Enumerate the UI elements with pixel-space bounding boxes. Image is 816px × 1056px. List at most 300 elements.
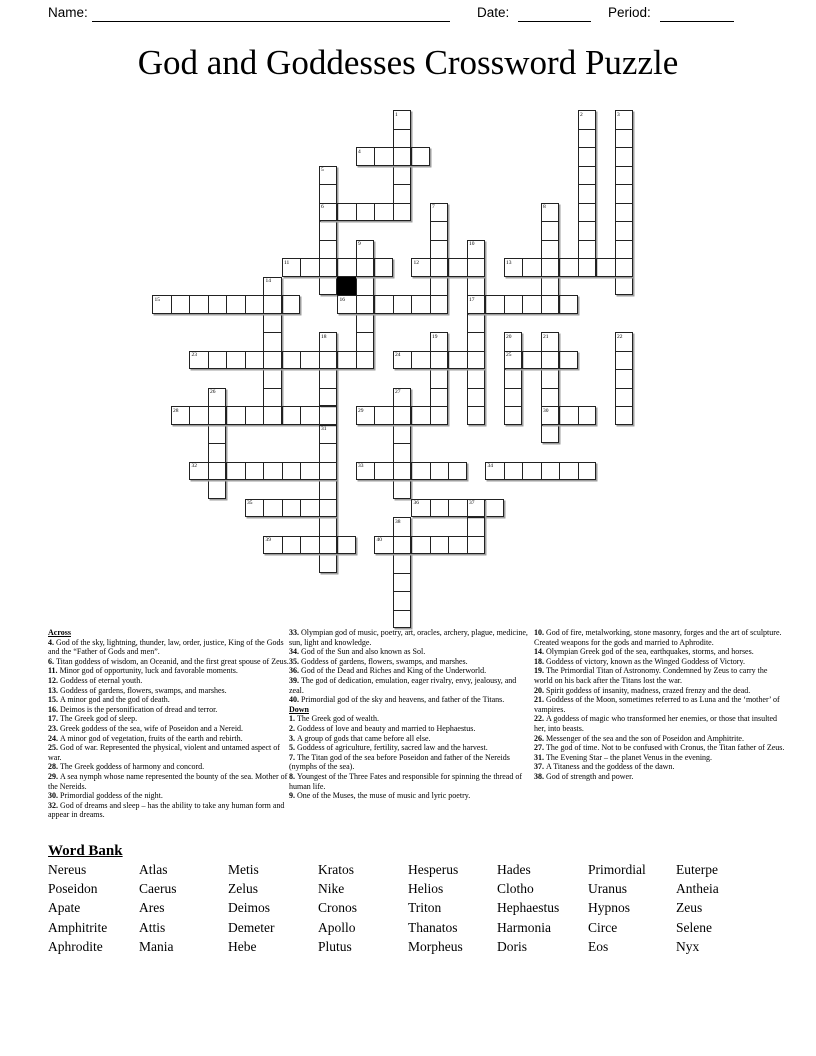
word-bank-word: Cronos (318, 900, 358, 916)
cell-divider (411, 407, 412, 424)
cell-divider (356, 296, 357, 313)
clue-item-39: 39. The god of dedication, emulation, eager rivalry, envy, jealousy, and zeal. (289, 675, 517, 695)
clue-number: 23. (48, 723, 60, 733)
cell-divider (468, 406, 485, 407)
clue-number: 12. (48, 675, 60, 685)
cell-number: 11 (284, 259, 290, 266)
word-bank-word: Attis (139, 919, 166, 935)
cell-number: 32 (191, 463, 197, 469)
crossword-word-36-across[interactable] (411, 499, 504, 518)
cell-number: 35 (247, 500, 253, 506)
word-bank-word: Deimos (228, 900, 270, 916)
cell-divider (468, 369, 485, 370)
cell-divider (171, 296, 172, 313)
period-label: Period: (608, 5, 651, 20)
clue-item-37: 37. A Titaness and the goddess of the dawn. (534, 762, 675, 772)
clue-number: 30. (48, 791, 60, 801)
cell-divider (319, 407, 320, 424)
word-bank-word: Ares (139, 900, 165, 916)
clue-number: 3. (289, 733, 297, 743)
cell-divider (616, 129, 633, 130)
clue-number: 8. (289, 771, 297, 781)
word-bank-word: Euterpe (676, 862, 718, 877)
cell-divider (522, 259, 523, 276)
cell-divider (209, 480, 226, 481)
clue-number: 14. (534, 647, 546, 657)
cell-divider (430, 463, 431, 480)
word-bank-word: Zeus (676, 900, 703, 916)
cell-divider (263, 500, 264, 517)
cell-divider (264, 332, 281, 333)
crossword-word-4-across[interactable] (356, 147, 430, 166)
cell-divider (430, 259, 431, 276)
clue-number: 33. (289, 628, 301, 637)
crossword-word-18-down[interactable] (319, 332, 338, 406)
cell-divider (394, 610, 411, 611)
clue-item-9: 9. One of the Muses, the muse of music and lyric poetry. (289, 791, 471, 801)
clue-number: 32. (48, 800, 60, 810)
word-bank-word: Kratos (318, 862, 354, 877)
clue-item-19: 19. The Primordial Titan of Astronomy. Condemned by Zeus to carry the world on his back after the Titans lost the war. (534, 666, 768, 685)
clue-item-6: 6. Titan goddess of wisdom, an Oceanid, and the first great spouse of Zeus. (48, 656, 289, 666)
cell-divider (300, 407, 301, 424)
clue-item-20: 20. Spirit goddess of insanity, madness, crazed frenzy and the dead. (534, 685, 751, 695)
cell-divider (579, 166, 596, 167)
cell-number: 8 (543, 204, 546, 210)
crossword-word-13-across[interactable] (504, 258, 634, 277)
cell-number: 33 (358, 463, 364, 469)
cell-divider (282, 352, 283, 369)
crossword-word-39-across[interactable] (263, 536, 356, 555)
clue-number: 11. (48, 666, 60, 676)
cell-divider (394, 573, 411, 574)
cell-divider (209, 425, 226, 426)
cell-divider (431, 221, 448, 222)
word-bank-word: Helios (408, 881, 444, 897)
cell-divider (282, 296, 283, 313)
cell-divider (245, 463, 246, 480)
clue-number: 39. (289, 675, 301, 685)
cell-divider (320, 554, 337, 555)
cell-divider (319, 259, 320, 276)
crossword-word-17-across[interactable] (467, 295, 578, 314)
crossword-word-2-down[interactable] (578, 110, 597, 277)
clue-item-40: 40. Primordial god of the sky and heavens, and father of the Titans. (289, 695, 505, 705)
cell-divider (264, 369, 281, 370)
cell-number: 38 (395, 518, 401, 525)
word-bank-word: Apate (48, 900, 81, 916)
crossword-word-38-down[interactable] (393, 517, 412, 628)
crossword-word-24-across[interactable] (393, 351, 486, 370)
crossword-word-35-across[interactable] (245, 499, 338, 518)
clue-item-1: 1. The Greek god of wealth. (289, 714, 379, 724)
word-bank-word: Nike (318, 881, 345, 897)
clue-item-29: 29. A sea nymph whose name represented the bounty of the sea. Mother of the Nereids. (48, 771, 288, 791)
crossword-word-22-down[interactable] (615, 332, 634, 425)
cell-divider (541, 259, 542, 276)
clue-number: 35. (289, 656, 301, 666)
clue-number: 34. (289, 647, 301, 657)
crossword-word-30-across[interactable] (541, 406, 597, 425)
cell-divider (337, 259, 338, 276)
clue-item-30: 30. Primordial goddess of the night. (48, 791, 163, 801)
clue-item-28: 28. The Greek goddess of harmony and concord. (48, 762, 205, 772)
cell-divider (226, 463, 227, 480)
cell-divider (300, 500, 301, 517)
cell-divider (430, 500, 431, 517)
cell-divider (263, 352, 264, 369)
page-title: God and Goddesses Crossword Puzzle (137, 43, 679, 82)
cell-divider (559, 407, 560, 424)
cell-divider (616, 351, 633, 352)
cell-divider (189, 407, 190, 424)
crossword-word-25-across[interactable] (504, 351, 578, 370)
cell-divider (320, 277, 337, 278)
crossword-word-11-across[interactable] (282, 258, 393, 277)
clue-number: 18. (534, 656, 546, 666)
clue-number: 17. (48, 714, 60, 724)
cell-number: 12 (413, 259, 419, 266)
cell-divider (263, 407, 264, 424)
word-bank-word: Hephaestus (497, 900, 560, 916)
clue-item-35: 35. Goddess of gardens, flowers, swamps, and marshes. (289, 656, 468, 666)
cell-divider (616, 406, 633, 407)
clue-number: 20. (534, 685, 546, 695)
cell-divider (411, 463, 412, 480)
cell-number: 17 (469, 296, 475, 303)
clue-list-header: Down (289, 704, 310, 714)
cell-divider (282, 463, 283, 480)
cell-divider (430, 537, 431, 554)
crossword-word-26-down[interactable] (208, 388, 227, 499)
cell-number: 23 (191, 352, 197, 358)
clue-item-16: 16. Deimos is the personification of dread and terror. (48, 704, 218, 714)
clue-item-23: 23. Greek goddess of the sea, wife of Poseidon and a Nereid. (48, 723, 244, 733)
word-bank-word: Primordial (588, 862, 646, 877)
crossword-word-23-across[interactable] (189, 351, 374, 370)
cell-number: 26 (210, 389, 216, 395)
clue-column-1 (48, 628, 290, 820)
cell-divider (468, 388, 485, 389)
cell-number: 5 (321, 167, 324, 173)
cell-number: 14 (265, 278, 271, 284)
cell-divider (300, 537, 301, 554)
cell-divider (320, 388, 337, 389)
cell-divider (468, 314, 485, 315)
cell-divider (467, 352, 468, 369)
word-bank-word: Harmonia (497, 919, 551, 935)
cell-divider (542, 221, 559, 222)
cell-divider (522, 296, 523, 313)
cell-divider (357, 277, 374, 278)
crossword-word-27-down[interactable] (393, 388, 412, 499)
cell-number: 7 (432, 204, 435, 210)
word-bank-word: Demeter (228, 919, 275, 935)
crossword-word-34-across[interactable] (485, 462, 596, 481)
cell-divider (542, 369, 559, 370)
word-bank-word: Eos (588, 938, 609, 954)
cell-divider (263, 463, 264, 480)
cell-divider (431, 277, 448, 278)
cell-divider (579, 203, 596, 204)
crossword-word-20-down[interactable] (504, 332, 523, 425)
clue-item-25: 25. God of war. Represented the physical, violent and untamed aspect of war. (48, 743, 280, 762)
clue-number: 24. (48, 733, 60, 743)
cell-divider (245, 352, 246, 369)
word-bank-word: Mania (139, 938, 174, 954)
cell-divider (356, 352, 357, 369)
cell-divider (616, 369, 633, 370)
cell-divider (393, 463, 394, 480)
word-bank-word: Morpheus (408, 938, 463, 954)
clue-number: 29. (48, 771, 60, 781)
cell-divider (319, 463, 320, 480)
clue-number: 37. (534, 762, 546, 772)
cell-divider (430, 352, 431, 369)
clue-item-27: 27. The god of time. Not to be confused with Cronus, the Titan father of Zeus. (534, 743, 785, 753)
cell-divider (394, 129, 411, 130)
cell-divider (468, 332, 485, 333)
crossword-word-6-across[interactable] (319, 203, 412, 222)
word-bank-word: Antheia (676, 881, 719, 897)
cell-divider (578, 407, 579, 424)
cell-divider (337, 537, 338, 554)
cell-divider (320, 480, 337, 481)
cell-divider (411, 296, 412, 313)
cell-divider (245, 296, 246, 313)
clue-number: 4. (48, 637, 56, 647)
clue-number: 13. (48, 685, 60, 695)
clue-item-10: 10. God of fire, metalworking, stone masonry, forges and the art of sculpture. Created weapons for the gods and married to Aphrodite. (534, 628, 782, 647)
cell-divider (300, 352, 301, 369)
black-cell (337, 277, 356, 296)
cell-divider (616, 388, 633, 389)
cell-divider (319, 352, 320, 369)
cell-divider (319, 537, 320, 554)
cell-divider (394, 554, 411, 555)
cell-divider (282, 500, 283, 517)
period-blank (660, 20, 734, 22)
cell-divider (485, 296, 486, 313)
crossword-word-21-down[interactable] (541, 332, 560, 443)
crossword-word-15-across[interactable] (152, 295, 300, 314)
cell-number: 10 (469, 241, 475, 247)
cell-divider (559, 352, 560, 369)
cell-divider (431, 240, 448, 241)
cell-divider (208, 463, 209, 480)
cell-divider (616, 184, 633, 185)
word-bank-word: Clotho (497, 881, 534, 897)
cell-number: 3 (617, 111, 620, 118)
cell-divider (226, 407, 227, 424)
cell-divider (357, 332, 374, 333)
cell-divider (209, 443, 226, 444)
word-bank-word: Hades (497, 862, 531, 877)
clue-item-14: 14. Olympian Greek god of the sea, earthquakes, storms, and horses. (534, 647, 754, 657)
cell-divider (374, 296, 375, 313)
cell-divider (320, 221, 337, 222)
cell-divider (468, 517, 485, 518)
clue-number: 21. (534, 695, 546, 705)
clue-number: 31. (534, 752, 546, 762)
clue-item-26: 26. Messenger of the sea and the son of Poseidon and Amphitrite. (534, 733, 744, 743)
cell-divider (559, 296, 560, 313)
word-bank-word: Selene (676, 919, 712, 935)
cell-number: 13 (506, 259, 512, 266)
cell-divider (208, 352, 209, 369)
name-blank (92, 20, 450, 22)
cell-divider (616, 221, 633, 222)
clue-item-12: 12. Goddess of eternal youth. (48, 675, 143, 685)
word-bank-word: Caerus (139, 881, 177, 897)
cell-number: 6 (321, 204, 324, 210)
clue-item-31: 31. The Evening Star – the planet Venus in the evening. (534, 752, 713, 762)
clue-list-header: Across (48, 628, 71, 637)
clue-column-3 (534, 628, 786, 782)
cell-divider (189, 296, 190, 313)
cell-divider (300, 463, 301, 480)
word-bank-word: Triton (408, 900, 442, 916)
word-bank (48, 860, 719, 956)
cell-divider (357, 314, 374, 315)
cell-number: 28 (173, 407, 179, 414)
cell-number: 24 (395, 352, 401, 358)
cell-number: 4 (358, 148, 361, 155)
word-bank-word: Thanatos (408, 919, 458, 935)
cell-divider (374, 204, 375, 221)
cell-divider (394, 184, 411, 185)
cell-divider (393, 407, 394, 424)
clue-item-7: 7. The Titan god of the sea before Poseidon and father of the Nereids (nymphs of the sea). (289, 752, 510, 772)
clue-number: 28. (48, 762, 60, 772)
cell-divider (579, 221, 596, 222)
clue-number: 36. (289, 666, 301, 676)
cell-divider (337, 352, 338, 369)
word-bank-word: Poseidon (48, 881, 98, 897)
cell-divider (208, 296, 209, 313)
cell-divider (300, 259, 301, 276)
cell-divider (282, 407, 283, 424)
cell-divider (504, 463, 505, 480)
cell-divider (448, 463, 449, 480)
date-blank (518, 20, 591, 22)
clue-column-2 (289, 628, 533, 801)
word-bank-word: Zelus (228, 881, 258, 897)
cell-divider (504, 296, 505, 313)
crossword-word-16-across[interactable] (337, 295, 448, 314)
clue-item-11: 11. Minor god of opportunity, luck and favorable moments. (48, 666, 238, 676)
cell-divider (337, 204, 338, 221)
cell-number: 22 (617, 333, 623, 340)
word-bank-word: Circe (588, 919, 618, 935)
cell-divider (208, 407, 209, 424)
cell-divider (522, 463, 523, 480)
crossword-word-28-across[interactable] (171, 406, 338, 425)
cell-divider (394, 425, 411, 426)
cell-divider (448, 259, 449, 276)
cell-divider (411, 537, 412, 554)
clue-number: 38. (534, 771, 546, 781)
word-bank-word: Hebe (228, 938, 257, 954)
cell-number: 25 (506, 352, 512, 358)
cell-divider (616, 277, 633, 278)
cell-divider (374, 407, 375, 424)
word-bank-word: Uranus (588, 881, 627, 897)
word-bank-word: Metis (228, 862, 259, 877)
cell-divider (616, 147, 633, 148)
cell-divider (319, 500, 320, 517)
cell-divider (394, 443, 411, 444)
cell-divider (542, 388, 559, 389)
cell-number: 27 (395, 389, 401, 395)
word-bank-word: Amphitrite (48, 919, 108, 935)
cell-divider (393, 537, 394, 554)
clue-item-24: 24. A minor god of vegetation, fruits of the earth and rebirth. (48, 733, 243, 743)
cell-divider (393, 296, 394, 313)
cell-divider (411, 352, 412, 369)
cell-divider (579, 147, 596, 148)
word-bank-word: Hypnos (588, 900, 631, 916)
cell-divider (374, 259, 375, 276)
cell-divider (615, 259, 616, 276)
cell-number: 20 (506, 333, 512, 340)
clue-item-13: 13. Goddess of gardens, flowers, swamps, and marshes. (48, 685, 227, 695)
cell-divider (485, 500, 486, 517)
cell-divider (616, 166, 633, 167)
cell-divider (448, 352, 449, 369)
cell-divider (356, 204, 357, 221)
cell-divider (320, 240, 337, 241)
clue-item-17: 17. The Greek god of sleep. (48, 714, 138, 724)
cell-divider (579, 129, 596, 130)
clue-number: 7. (289, 752, 297, 762)
word-bank-word: Nereus (48, 862, 87, 877)
crossword-word-12-across[interactable] (411, 258, 485, 277)
cell-divider (394, 166, 411, 167)
crossword-word-32-across[interactable] (189, 462, 337, 481)
clue-item-33: 33. Olympian god of music, poetry, art, oracles, archery, plague, medicine, sun, light and knowledge. (289, 628, 528, 647)
cell-divider (542, 425, 559, 426)
crossword-word-33-across[interactable] (356, 462, 467, 481)
cell-number: 34 (487, 463, 493, 469)
cell-number: 21 (543, 333, 549, 340)
cell-divider (226, 352, 227, 369)
clue-item-5: 5. Goddess of agriculture, fertility, sacred law and the harvest. (289, 743, 488, 753)
cell-divider (559, 463, 560, 480)
crossword-word-29-across[interactable] (356, 406, 449, 425)
clue-item-2: 2. Goddess of love and beauty and married to Hephaestus. (289, 723, 476, 733)
cell-divider (467, 259, 468, 276)
cell-divider (356, 259, 357, 276)
cell-number: 19 (432, 333, 438, 340)
clue-number: 6. (48, 656, 56, 666)
cell-divider (320, 443, 337, 444)
cell-divider (374, 463, 375, 480)
cell-divider (522, 352, 523, 369)
cell-divider (448, 500, 449, 517)
clue-number: 1. (289, 714, 297, 724)
clue-item-22: 22. A goddess of magic who transformed her enemies, or those that insulted her, into beasts. (534, 714, 778, 733)
clue-number: 15. (48, 695, 60, 705)
cell-divider (431, 388, 448, 389)
crossword-word-40-across[interactable] (374, 536, 485, 555)
cell-number: 39 (265, 537, 271, 543)
clue-item-34: 34. God of the Sun and also known as Sol. (289, 647, 426, 657)
cell-divider (264, 388, 281, 389)
cell-divider (264, 314, 281, 315)
clue-number: 10. (534, 628, 546, 637)
cell-divider (320, 184, 337, 185)
